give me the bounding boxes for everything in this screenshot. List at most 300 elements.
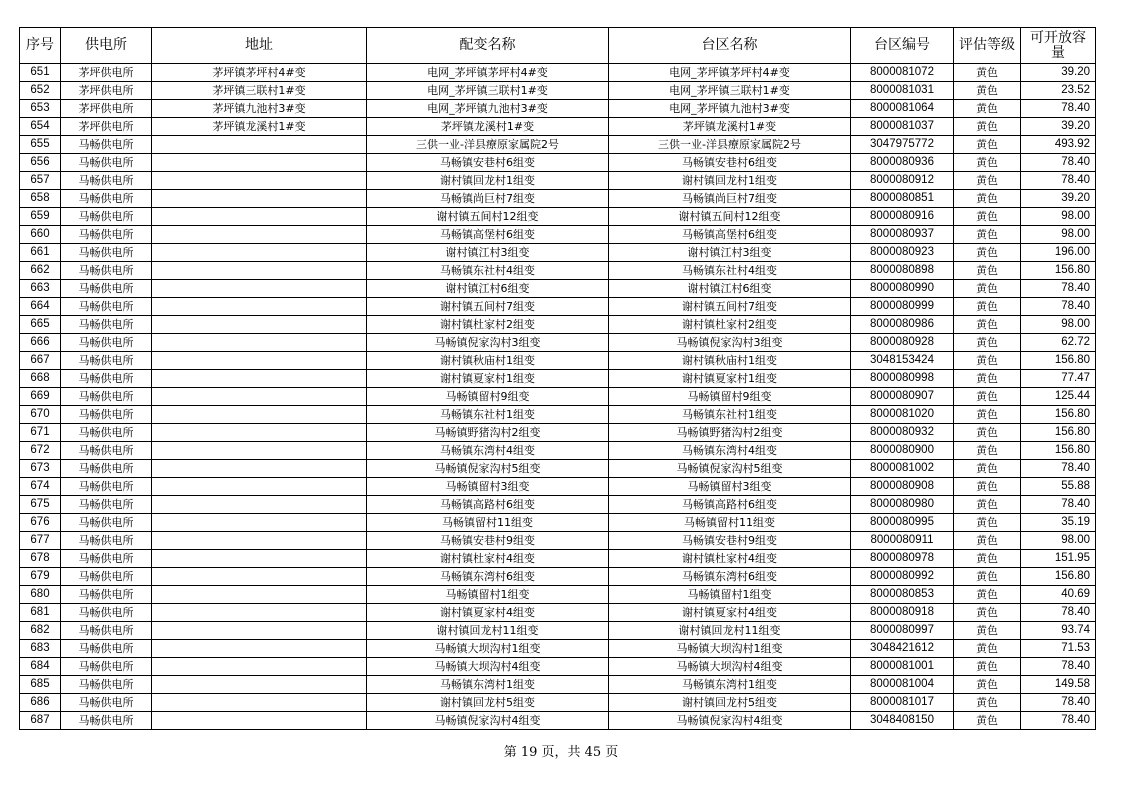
cell-capacity: 71.53 — [1021, 640, 1096, 658]
cell-area-code: 8000080928 — [851, 334, 954, 352]
cell-seq: 679 — [20, 568, 61, 586]
table-body — [20, 64, 1096, 730]
cell-capacity: 156.80 — [1021, 262, 1096, 280]
cell-area-code: 8000080936 — [851, 154, 954, 172]
cell-address — [152, 136, 367, 154]
cell-address — [152, 676, 367, 694]
cell-station: 马畅供电所 — [61, 658, 152, 676]
cell-area-code: 8000081072 — [851, 64, 954, 82]
cell-address — [152, 712, 367, 730]
cell-transformer-name: 马畅镇尚巨村7组变 — [367, 190, 609, 208]
cell-seq: 676 — [20, 514, 61, 532]
cell-seq: 659 — [20, 208, 61, 226]
cell-area-code: 3047975772 — [851, 136, 954, 154]
cell-seq: 685 — [20, 676, 61, 694]
cell-rating: 黄色 — [954, 226, 1021, 244]
cell-rating: 黄色 — [954, 676, 1021, 694]
cell-seq: 677 — [20, 532, 61, 550]
cell-station: 马畅供电所 — [61, 460, 152, 478]
cell-transformer-name: 马畅镇野猪沟村2组变 — [367, 424, 609, 442]
cell-capacity: 156.80 — [1021, 406, 1096, 424]
cell-address — [152, 154, 367, 172]
cell-area-code: 8000080911 — [851, 532, 954, 550]
cell-address — [152, 550, 367, 568]
table-row — [20, 406, 1096, 424]
cell-capacity: 39.20 — [1021, 118, 1096, 136]
cell-rating: 黄色 — [954, 406, 1021, 424]
cell-transformer-name: 三供一业-洋县療原家属院2号 — [367, 136, 609, 154]
cell-address — [152, 460, 367, 478]
cell-rating: 黄色 — [954, 118, 1021, 136]
cell-area-code: 8000080990 — [851, 280, 954, 298]
cell-station: 马畅供电所 — [61, 568, 152, 586]
cell-capacity: 35.19 — [1021, 514, 1096, 532]
cell-station: 茅坪供电所 — [61, 82, 152, 100]
cell-capacity: 78.40 — [1021, 298, 1096, 316]
cell-address: 茅坪镇龙溪村1#变 — [152, 118, 367, 136]
cell-area-code: 8000080916 — [851, 208, 954, 226]
cell-capacity: 149.58 — [1021, 676, 1096, 694]
cell-address — [152, 532, 367, 550]
cell-address — [152, 208, 367, 226]
cell-seq: 683 — [20, 640, 61, 658]
cell-capacity: 77.47 — [1021, 370, 1096, 388]
cell-station: 马畅供电所 — [61, 388, 152, 406]
cell-rating: 黄色 — [954, 244, 1021, 262]
table-row — [20, 280, 1096, 298]
cell-area-code: 8000080851 — [851, 190, 954, 208]
cell-station: 马畅供电所 — [61, 298, 152, 316]
cell-transformer-name: 茅坪镇龙溪村1#变 — [367, 118, 609, 136]
cell-transformer-name: 马畅镇留村1组变 — [367, 586, 609, 604]
cell-area-name: 马畅镇安巷村9组变 — [609, 532, 851, 550]
cell-area-code: 8000080998 — [851, 370, 954, 388]
cell-area-code: 8000080980 — [851, 496, 954, 514]
cell-capacity: 78.40 — [1021, 604, 1096, 622]
cell-area-code: 3048153424 — [851, 352, 954, 370]
cell-capacity: 196.00 — [1021, 244, 1096, 262]
cell-seq: 653 — [20, 100, 61, 118]
cell-transformer-name: 谢村镇夏家村4组变 — [367, 604, 609, 622]
cell-address — [152, 658, 367, 676]
cell-capacity: 40.69 — [1021, 586, 1096, 604]
cell-address — [152, 568, 367, 586]
cell-transformer-name: 谢村镇杜家村4组变 — [367, 550, 609, 568]
cell-station: 马畅供电所 — [61, 316, 152, 334]
cell-capacity: 62.72 — [1021, 334, 1096, 352]
cell-area-name: 茅坪镇龙溪村1#变 — [609, 118, 851, 136]
cell-area-code: 8000080908 — [851, 478, 954, 496]
cell-station: 马畅供电所 — [61, 280, 152, 298]
cell-area-code: 8000080898 — [851, 262, 954, 280]
cell-rating: 黄色 — [954, 586, 1021, 604]
cell-area-code: 8000080900 — [851, 442, 954, 460]
cell-area-code: 8000080992 — [851, 568, 954, 586]
cell-address — [152, 496, 367, 514]
cell-station: 马畅供电所 — [61, 496, 152, 514]
cell-rating: 黄色 — [954, 496, 1021, 514]
cell-area-code: 8000080932 — [851, 424, 954, 442]
cell-seq: 669 — [20, 388, 61, 406]
cell-transformer-name: 马畅镇大坝沟村4组变 — [367, 658, 609, 676]
cell-address: 茅坪镇九池村3#变 — [152, 100, 367, 118]
cell-address: 茅坪镇茅坪村4#变 — [152, 64, 367, 82]
cell-area-name: 马畅镇东湾村6组变 — [609, 568, 851, 586]
cell-station: 马畅供电所 — [61, 334, 152, 352]
cell-rating: 黄色 — [954, 568, 1021, 586]
cell-area-name: 谢村镇江村6组变 — [609, 280, 851, 298]
table-row — [20, 172, 1096, 190]
cell-area-name: 谢村镇夏家村1组变 — [609, 370, 851, 388]
cell-address — [152, 298, 367, 316]
cell-area-code: 8000080997 — [851, 622, 954, 640]
cell-seq: 687 — [20, 712, 61, 730]
table-row — [20, 316, 1096, 334]
header-area-code: 台区编号 — [851, 28, 954, 64]
cell-transformer-name: 马畅镇留村3组变 — [367, 478, 609, 496]
cell-address — [152, 424, 367, 442]
cell-area-name: 马畅镇尚巨村7组变 — [609, 190, 851, 208]
cell-rating: 黄色 — [954, 316, 1021, 334]
cell-transformer-name: 马畅镇东湾村4组变 — [367, 442, 609, 460]
table-row — [20, 82, 1096, 100]
cell-seq: 672 — [20, 442, 61, 460]
cell-area-name: 马畅镇倪家沟村4组变 — [609, 712, 851, 730]
table-row — [20, 100, 1096, 118]
cell-address: 茅坪镇三联村1#变 — [152, 82, 367, 100]
cell-station: 马畅供电所 — [61, 262, 152, 280]
cell-capacity: 493.92 — [1021, 136, 1096, 154]
table-row — [20, 352, 1096, 370]
table-row — [20, 496, 1096, 514]
cell-transformer-name: 马畅镇留村11组变 — [367, 514, 609, 532]
cell-station: 马畅供电所 — [61, 226, 152, 244]
cell-seq: 684 — [20, 658, 61, 676]
cell-area-code: 8000081002 — [851, 460, 954, 478]
cell-area-name: 马畅镇留村9组变 — [609, 388, 851, 406]
cell-station: 马畅供电所 — [61, 352, 152, 370]
cell-station: 马畅供电所 — [61, 370, 152, 388]
cell-area-code: 8000080918 — [851, 604, 954, 622]
cell-transformer-name: 马畅镇倪家沟村3组变 — [367, 334, 609, 352]
cell-address — [152, 370, 367, 388]
cell-area-code: 8000081017 — [851, 694, 954, 712]
cell-station: 马畅供电所 — [61, 712, 152, 730]
cell-rating: 黄色 — [954, 136, 1021, 154]
cell-transformer-name: 马畅镇安巷村6组变 — [367, 154, 609, 172]
cell-capacity: 78.40 — [1021, 172, 1096, 190]
cell-station: 马畅供电所 — [61, 208, 152, 226]
cell-area-name: 马畅镇野猪沟村2组变 — [609, 424, 851, 442]
cell-transformer-name: 谢村镇江村3组变 — [367, 244, 609, 262]
cell-station: 茅坪供电所 — [61, 100, 152, 118]
cell-area-name: 马畅镇大坝沟村1组变 — [609, 640, 851, 658]
cell-station: 马畅供电所 — [61, 244, 152, 262]
cell-transformer-name: 谢村镇秋庙村1组变 — [367, 352, 609, 370]
cell-area-name: 谢村镇回龙村11组变 — [609, 622, 851, 640]
cell-area-name: 马畅镇倪家沟村3组变 — [609, 334, 851, 352]
cell-capacity: 98.00 — [1021, 316, 1096, 334]
cell-station: 马畅供电所 — [61, 478, 152, 496]
cell-seq: 670 — [20, 406, 61, 424]
cell-rating: 黄色 — [954, 442, 1021, 460]
cell-area-name: 马畅镇高堡村6组变 — [609, 226, 851, 244]
cell-rating: 黄色 — [954, 64, 1021, 82]
cell-area-code: 8000080986 — [851, 316, 954, 334]
cell-area-code: 8000081037 — [851, 118, 954, 136]
cell-rating: 黄色 — [954, 280, 1021, 298]
cell-area-name: 马畅镇东社村1组变 — [609, 406, 851, 424]
cell-capacity: 151.95 — [1021, 550, 1096, 568]
cell-area-name: 马畅镇东湾村1组变 — [609, 676, 851, 694]
cell-capacity: 23.52 — [1021, 82, 1096, 100]
cell-rating: 黄色 — [954, 622, 1021, 640]
cell-rating: 黄色 — [954, 262, 1021, 280]
header-address: 地址 — [152, 28, 367, 64]
table-row — [20, 712, 1096, 730]
cell-transformer-name: 谢村镇回龙村5组变 — [367, 694, 609, 712]
cell-seq: 663 — [20, 280, 61, 298]
cell-transformer-name: 谢村镇五间村7组变 — [367, 298, 609, 316]
cell-transformer-name: 谢村镇五间村12组变 — [367, 208, 609, 226]
cell-area-code: 8000080923 — [851, 244, 954, 262]
cell-capacity: 39.20 — [1021, 190, 1096, 208]
cell-capacity: 156.80 — [1021, 424, 1096, 442]
cell-transformer-name: 马畅镇高堡村6组变 — [367, 226, 609, 244]
cell-address — [152, 514, 367, 532]
cell-address — [152, 406, 367, 424]
table-row — [20, 694, 1096, 712]
cell-area-code: 8000080912 — [851, 172, 954, 190]
cell-area-name: 谢村镇江村3组变 — [609, 244, 851, 262]
cell-rating: 黄色 — [954, 550, 1021, 568]
table-row — [20, 532, 1096, 550]
cell-station: 马畅供电所 — [61, 604, 152, 622]
cell-station: 马畅供电所 — [61, 172, 152, 190]
table-row — [20, 478, 1096, 496]
cell-transformer-name: 马畅镇东湾村1组变 — [367, 676, 609, 694]
cell-rating: 黄色 — [954, 370, 1021, 388]
cell-area-code: 8000080853 — [851, 586, 954, 604]
header-rating: 评估等级 — [954, 28, 1021, 64]
table-row — [20, 442, 1096, 460]
cell-area-name: 马畅镇东湾村4组变 — [609, 442, 851, 460]
table-row — [20, 388, 1096, 406]
cell-area-code: 8000081020 — [851, 406, 954, 424]
cell-seq: 673 — [20, 460, 61, 478]
cell-address — [152, 226, 367, 244]
cell-area-code: 3048408150 — [851, 712, 954, 730]
cell-station: 马畅供电所 — [61, 586, 152, 604]
table-row — [20, 190, 1096, 208]
cell-station: 茅坪供电所 — [61, 118, 152, 136]
cell-transformer-name: 电网_茅坪镇三联村1#变 — [367, 82, 609, 100]
cell-rating: 黄色 — [954, 658, 1021, 676]
cell-area-name: 电网_茅坪镇九池村3#变 — [609, 100, 851, 118]
cell-seq: 658 — [20, 190, 61, 208]
cell-area-name: 谢村镇杜家村4组变 — [609, 550, 851, 568]
page-number: 第 19 页，共 45 页 — [503, 745, 619, 760]
cell-station: 马畅供电所 — [61, 154, 152, 172]
cell-capacity: 78.40 — [1021, 712, 1096, 730]
cell-address — [152, 640, 367, 658]
cell-station: 马畅供电所 — [61, 676, 152, 694]
cell-area-name: 谢村镇回龙村5组变 — [609, 694, 851, 712]
cell-seq: 664 — [20, 298, 61, 316]
cell-capacity: 55.88 — [1021, 478, 1096, 496]
table-header-row — [20, 28, 1096, 64]
table-row — [20, 136, 1096, 154]
cell-capacity: 125.44 — [1021, 388, 1096, 406]
cell-area-name: 谢村镇秋庙村1组变 — [609, 352, 851, 370]
cell-rating: 黄色 — [954, 190, 1021, 208]
cell-area-code: 8000081001 — [851, 658, 954, 676]
cell-area-name: 三供一业-洋县療原家属院2号 — [609, 136, 851, 154]
cell-capacity: 78.40 — [1021, 496, 1096, 514]
table-row — [20, 514, 1096, 532]
cell-seq: 655 — [20, 136, 61, 154]
cell-capacity: 98.00 — [1021, 226, 1096, 244]
cell-address — [152, 280, 367, 298]
cell-station: 马畅供电所 — [61, 442, 152, 460]
cell-station: 马畅供电所 — [61, 424, 152, 442]
cell-capacity: 98.00 — [1021, 208, 1096, 226]
cell-station: 马畅供电所 — [61, 136, 152, 154]
cell-area-name: 马畅镇东社村4组变 — [609, 262, 851, 280]
cell-seq: 675 — [20, 496, 61, 514]
cell-transformer-name: 马畅镇倪家沟村4组变 — [367, 712, 609, 730]
cell-address — [152, 172, 367, 190]
cell-transformer-name: 谢村镇回龙村11组变 — [367, 622, 609, 640]
cell-address — [152, 334, 367, 352]
cell-rating: 黄色 — [954, 208, 1021, 226]
cell-transformer-name: 谢村镇江村6组变 — [367, 280, 609, 298]
cell-seq: 682 — [20, 622, 61, 640]
cell-transformer-name: 谢村镇杜家村2组变 — [367, 316, 609, 334]
header-transformer-name: 配变名称 — [367, 28, 609, 64]
table-row — [20, 334, 1096, 352]
cell-capacity: 98.00 — [1021, 532, 1096, 550]
capacity-table — [19, 27, 1096, 730]
cell-seq: 660 — [20, 226, 61, 244]
cell-rating: 黄色 — [954, 694, 1021, 712]
cell-address — [152, 388, 367, 406]
cell-address — [152, 586, 367, 604]
table-row — [20, 64, 1096, 82]
table-row — [20, 262, 1096, 280]
cell-address — [152, 316, 367, 334]
cell-transformer-name: 马畅镇留村9组变 — [367, 388, 609, 406]
table-row — [20, 640, 1096, 658]
table-row — [20, 298, 1096, 316]
cell-area-name: 谢村镇五间村7组变 — [609, 298, 851, 316]
cell-address — [152, 352, 367, 370]
cell-seq: 681 — [20, 604, 61, 622]
table-row — [20, 658, 1096, 676]
cell-capacity: 78.40 — [1021, 658, 1096, 676]
cell-station: 马畅供电所 — [61, 640, 152, 658]
cell-rating: 黄色 — [954, 478, 1021, 496]
cell-area-name: 电网_茅坪镇茅坪村4#变 — [609, 64, 851, 82]
cell-area-name: 马畅镇大坝沟村4组变 — [609, 658, 851, 676]
cell-rating: 黄色 — [954, 388, 1021, 406]
table-row — [20, 226, 1096, 244]
cell-area-name: 谢村镇夏家村4组变 — [609, 604, 851, 622]
cell-seq: 686 — [20, 694, 61, 712]
cell-capacity: 156.80 — [1021, 352, 1096, 370]
table-row — [20, 622, 1096, 640]
cell-capacity: 78.40 — [1021, 280, 1096, 298]
cell-area-name: 马畅镇安巷村6组变 — [609, 154, 851, 172]
cell-rating: 黄色 — [954, 424, 1021, 442]
cell-transformer-name: 马畅镇东湾村6组变 — [367, 568, 609, 586]
cell-capacity: 78.40 — [1021, 694, 1096, 712]
cell-area-code: 8000080907 — [851, 388, 954, 406]
cell-transformer-name: 谢村镇夏家村1组变 — [367, 370, 609, 388]
cell-rating: 黄色 — [954, 298, 1021, 316]
cell-station: 马畅供电所 — [61, 532, 152, 550]
cell-transformer-name: 电网_茅坪镇茅坪村4#变 — [367, 64, 609, 82]
cell-seq: 651 — [20, 64, 61, 82]
cell-transformer-name: 马畅镇东社村4组变 — [367, 262, 609, 280]
cell-rating: 黄色 — [954, 532, 1021, 550]
cell-address — [152, 478, 367, 496]
cell-capacity: 156.80 — [1021, 442, 1096, 460]
cell-seq: 657 — [20, 172, 61, 190]
cell-seq: 668 — [20, 370, 61, 388]
table-row — [20, 424, 1096, 442]
table-row — [20, 550, 1096, 568]
cell-seq: 654 — [20, 118, 61, 136]
cell-seq: 678 — [20, 550, 61, 568]
table-row — [20, 244, 1096, 262]
cell-transformer-name: 谢村镇回龙村1组变 — [367, 172, 609, 190]
cell-capacity: 78.40 — [1021, 460, 1096, 478]
cell-address — [152, 622, 367, 640]
cell-seq: 656 — [20, 154, 61, 172]
table-row — [20, 208, 1096, 226]
cell-seq: 652 — [20, 82, 61, 100]
cell-rating: 黄色 — [954, 712, 1021, 730]
cell-rating: 黄色 — [954, 82, 1021, 100]
cell-rating: 黄色 — [954, 604, 1021, 622]
cell-seq: 671 — [20, 424, 61, 442]
cell-rating: 黄色 — [954, 352, 1021, 370]
table-row — [20, 118, 1096, 136]
table-row — [20, 154, 1096, 172]
cell-area-name: 谢村镇回龙村1组变 — [609, 172, 851, 190]
cell-station: 马畅供电所 — [61, 514, 152, 532]
cell-station: 马畅供电所 — [61, 622, 152, 640]
cell-area-code: 8000081004 — [851, 676, 954, 694]
cell-rating: 黄色 — [954, 154, 1021, 172]
table-row — [20, 586, 1096, 604]
cell-area-code: 3048421612 — [851, 640, 954, 658]
cell-address — [152, 244, 367, 262]
cell-area-name: 电网_茅坪镇三联村1#变 — [609, 82, 851, 100]
cell-station: 马畅供电所 — [61, 190, 152, 208]
cell-capacity: 78.40 — [1021, 100, 1096, 118]
cell-seq: 680 — [20, 586, 61, 604]
cell-capacity: 78.40 — [1021, 154, 1096, 172]
cell-address — [152, 262, 367, 280]
cell-capacity: 39.20 — [1021, 64, 1096, 82]
cell-station: 马畅供电所 — [61, 694, 152, 712]
cell-address — [152, 694, 367, 712]
cell-station: 马畅供电所 — [61, 406, 152, 424]
cell-address — [152, 604, 367, 622]
cell-capacity: 93.74 — [1021, 622, 1096, 640]
